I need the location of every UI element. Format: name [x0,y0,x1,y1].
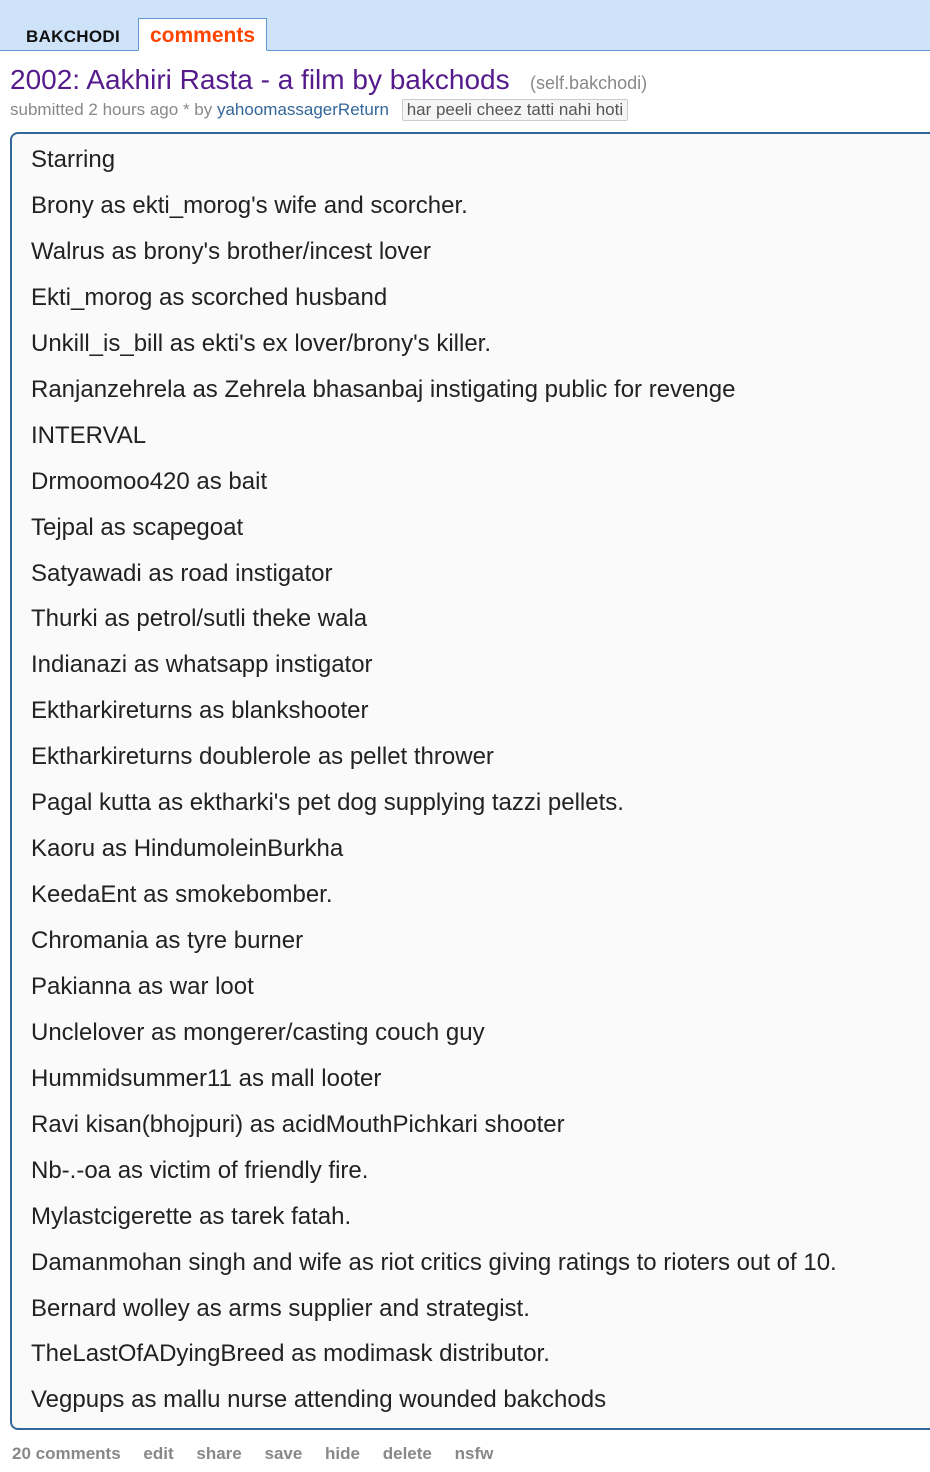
selftext-line: Satyawadi as road instigator [31,560,333,587]
share-button[interactable]: share [196,1444,242,1463]
selftext-line: Mylastcigerette as tarek fatah. [31,1203,352,1230]
delete-button[interactable]: delete [382,1444,432,1463]
selftext-line: Ranjanzehrela as Zehrela bhasanbaj instigating public for revenge [31,376,736,403]
nsfw-button[interactable]: nsfw [454,1444,494,1463]
selftext-line: Drmoomoo420 as bait [31,468,268,495]
selftext-line: Brony as ekti_morog's wife and scorcher. [31,192,468,219]
selftext-line: Damanmohan singh and wife as riot critics giving ratings to rioters out of 10. [31,1249,837,1276]
selftext-line: Nb-.-oa as victim of friendly fire. [31,1157,369,1184]
selftext-line: Ekti_morog as scorched husband [31,284,388,311]
author-link[interactable]: yahoomassagerReturn [216,100,389,119]
comments-link[interactable]: 20 comments [12,1444,121,1463]
selftext-line: Indianazi as whatsapp instigator [31,651,373,678]
selftext-line: Unclelover as mongerer/casting couch guy [31,1019,485,1046]
selftext-line: Kaoru as HindumoleinBurkha [31,835,344,862]
selftext-line: Walrus as brony's brother/incest lover [31,238,431,265]
selftext-line: INTERVAL [31,422,147,449]
selftext-line: Chromania as tyre burner [31,927,304,954]
post-title-row [10,64,920,100]
post-tagline [10,98,628,122]
post-title[interactable]: 2002: Aakhiri Rasta - a film by bakchods [10,64,510,95]
selftext-line: Starring [31,146,116,173]
edit-button[interactable]: edit [143,1444,174,1463]
selftext-line: Pakianna as war loot [31,973,254,1000]
selftext-line: Ektharkireturns doublerole as pellet thrower [31,743,494,770]
selftext-line: Ektharkireturns as blankshooter [31,697,369,724]
selftext-line: Hummidsummer11 as mall looter [31,1065,382,1092]
subreddit-header [0,0,930,51]
subreddit-name[interactable]: BAKCHODI [26,27,121,46]
post-action-buttons [12,1442,511,1466]
save-button[interactable]: save [264,1444,303,1463]
selftext-line: Vegpups as mallu nurse attending wounded bakchods [31,1386,607,1413]
post-domain[interactable]: (self.bakchodi) [530,73,648,93]
selftext-line: Pagal kutta as ektharki's pet dog supplying tazzi pellets. [31,789,624,816]
post-selftext [10,132,930,1430]
selftext-line: Bernard wolley as arms supplier and strategist. [31,1295,530,1322]
selftext-line: KeedaEnt as smokebomber. [31,881,333,908]
selftext-line: Ravi kisan(bhojpuri) as acidMouthPichkari shooter [31,1111,565,1138]
selftext-line: Thurki as petrol/sutli theke wala [31,605,368,632]
selftext-line: Unkill_is_bill as ekti's ex lover/brony's killer. [31,330,491,357]
tab-comments[interactable]: comments [138,18,267,51]
selftext-line: Tejpal as scapegoat [31,514,244,541]
selftext-line: TheLastOfADyingBreed as modimask distributor. [31,1340,550,1367]
user-flair: har peeli cheez tatti nahi hoti [402,99,628,121]
tagline-prefix: submitted 2 hours ago * by [10,100,213,119]
hide-button[interactable]: hide [325,1444,360,1463]
